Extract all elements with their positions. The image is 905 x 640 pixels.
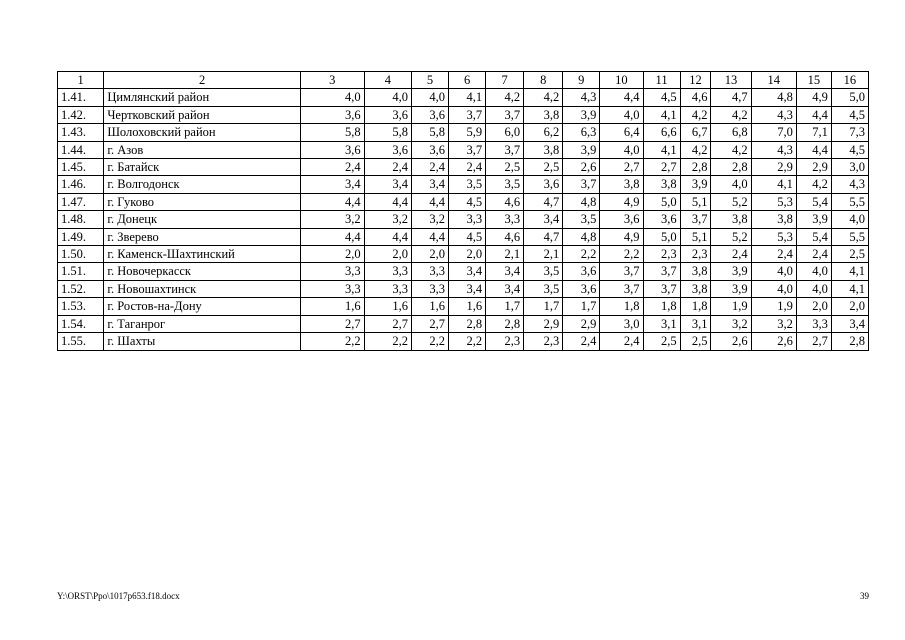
value-cell: 2,7: [796, 333, 831, 350]
row-number-cell: 1.54.: [58, 315, 104, 332]
value-cell: 4,2: [796, 176, 831, 193]
value-cell: 2,0: [831, 298, 868, 315]
value-cell: 2,5: [524, 159, 563, 176]
value-cell: 7,1: [796, 124, 831, 141]
value-cell: 3,5: [524, 280, 563, 297]
table-row: [58, 141, 869, 158]
value-cell: 2,8: [449, 315, 486, 332]
value-cell: 2,8: [680, 159, 711, 176]
value-cell: 1,9: [711, 298, 751, 315]
row-number-cell: 1.47.: [58, 193, 104, 210]
column-header: 2: [104, 72, 301, 89]
locality-name-cell: г. Донецк: [104, 211, 301, 228]
value-cell: 2,5: [643, 333, 680, 350]
value-cell: 2,9: [563, 315, 600, 332]
value-cell: 3,8: [711, 211, 751, 228]
value-cell: 3,2: [300, 211, 364, 228]
value-cell: 2,4: [751, 246, 796, 263]
value-cell: 5,4: [796, 228, 831, 245]
value-cell: 6,0: [486, 124, 524, 141]
value-cell: 2,7: [412, 315, 449, 332]
value-cell: 5,3: [751, 228, 796, 245]
value-cell: 4,0: [600, 141, 643, 158]
row-number-cell: 1.46.: [58, 176, 104, 193]
value-cell: 6,2: [524, 124, 563, 141]
table-row: [58, 246, 869, 263]
value-cell: 2,3: [486, 333, 524, 350]
value-cell: 5,1: [680, 193, 711, 210]
column-header: 8: [524, 72, 563, 89]
row-number-cell: 1.43.: [58, 124, 104, 141]
value-cell: 2,2: [449, 333, 486, 350]
value-cell: 4,8: [563, 193, 600, 210]
value-cell: 3,7: [449, 141, 486, 158]
value-cell: 4,5: [449, 228, 486, 245]
value-cell: 3,3: [412, 280, 449, 297]
value-cell: 2,4: [600, 333, 643, 350]
value-cell: 4,1: [751, 176, 796, 193]
table-row: [58, 228, 869, 245]
value-cell: 4,3: [751, 106, 796, 123]
value-cell: 2,0: [300, 246, 364, 263]
value-cell: 4,9: [600, 228, 643, 245]
value-cell: 2,4: [563, 333, 600, 350]
value-cell: 4,7: [524, 193, 563, 210]
value-cell: 3,4: [364, 176, 411, 193]
row-number-cell: 1.55.: [58, 333, 104, 350]
value-cell: 3,4: [412, 176, 449, 193]
value-cell: 3,0: [600, 315, 643, 332]
value-cell: 4,2: [680, 141, 711, 158]
value-cell: 3,5: [524, 263, 563, 280]
locality-name-cell: г. Зверево: [104, 228, 301, 245]
value-cell: 3,6: [364, 106, 411, 123]
value-cell: 1,8: [680, 298, 711, 315]
value-cell: 3,5: [449, 176, 486, 193]
value-cell: 3,6: [412, 106, 449, 123]
value-cell: 2,4: [449, 159, 486, 176]
column-header: 3: [300, 72, 364, 89]
value-cell: 2,2: [563, 246, 600, 263]
value-cell: 3,6: [600, 211, 643, 228]
value-cell: 4,8: [563, 228, 600, 245]
value-cell: 4,0: [600, 106, 643, 123]
value-cell: 4,1: [449, 89, 486, 106]
value-cell: 3,4: [300, 176, 364, 193]
table-row: [58, 263, 869, 280]
value-cell: 3,7: [449, 106, 486, 123]
value-cell: 4,4: [412, 193, 449, 210]
value-cell: 1,7: [524, 298, 563, 315]
value-cell: 2,6: [563, 159, 600, 176]
value-cell: 1,6: [364, 298, 411, 315]
value-cell: 5,8: [364, 124, 411, 141]
value-cell: 6,6: [643, 124, 680, 141]
value-cell: 3,9: [563, 141, 600, 158]
value-cell: 3,8: [524, 106, 563, 123]
value-cell: 6,7: [680, 124, 711, 141]
column-header: 13: [711, 72, 751, 89]
value-cell: 4,4: [796, 141, 831, 158]
value-cell: 3,3: [449, 211, 486, 228]
column-header: 12: [680, 72, 711, 89]
value-cell: 3,3: [796, 315, 831, 332]
value-cell: 2,8: [831, 333, 868, 350]
value-cell: 2,6: [711, 333, 751, 350]
value-cell: 5,9: [449, 124, 486, 141]
column-header: 4: [364, 72, 411, 89]
value-cell: 5,5: [831, 193, 868, 210]
value-cell: 4,4: [300, 193, 364, 210]
value-cell: 3,6: [300, 106, 364, 123]
column-header: 9: [563, 72, 600, 89]
value-cell: 3,2: [364, 211, 411, 228]
value-cell: 5,1: [680, 228, 711, 245]
value-cell: 2,8: [486, 315, 524, 332]
value-cell: 4,5: [449, 193, 486, 210]
value-cell: 2,2: [364, 333, 411, 350]
row-number-cell: 1.42.: [58, 106, 104, 123]
value-cell: 2,9: [524, 315, 563, 332]
locality-name-cell: г. Таганрог: [104, 315, 301, 332]
value-cell: 4,4: [364, 193, 411, 210]
value-cell: 2,0: [412, 246, 449, 263]
locality-name-cell: Шолоховский район: [104, 124, 301, 141]
value-cell: 5,8: [412, 124, 449, 141]
value-cell: 3,8: [751, 211, 796, 228]
value-cell: 5,4: [796, 193, 831, 210]
value-cell: 2,5: [831, 246, 868, 263]
value-cell: 2,3: [524, 333, 563, 350]
value-cell: 3,3: [300, 280, 364, 297]
value-cell: 3,3: [486, 211, 524, 228]
value-cell: 1,8: [600, 298, 643, 315]
footer-file-path: Y:\ORST\Ppo\1017p653.f18.docx: [57, 591, 180, 601]
value-cell: 3,6: [364, 141, 411, 158]
value-cell: 6,8: [711, 124, 751, 141]
value-cell: 3,6: [643, 211, 680, 228]
value-cell: 3,6: [300, 141, 364, 158]
value-cell: 4,0: [751, 280, 796, 297]
value-cell: 4,8: [751, 89, 796, 106]
value-cell: 3,2: [751, 315, 796, 332]
table-row: [58, 211, 869, 228]
value-cell: 3,3: [300, 263, 364, 280]
value-cell: 1,7: [563, 298, 600, 315]
value-cell: 3,6: [524, 176, 563, 193]
value-cell: 2,9: [751, 159, 796, 176]
table-row: [58, 193, 869, 210]
value-cell: 4,1: [831, 280, 868, 297]
value-cell: 4,3: [751, 141, 796, 158]
value-cell: 3,7: [486, 141, 524, 158]
value-cell: 7,0: [751, 124, 796, 141]
value-cell: 4,0: [412, 89, 449, 106]
value-cell: 5,5: [831, 228, 868, 245]
column-header: 16: [831, 72, 868, 89]
value-cell: 4,0: [711, 176, 751, 193]
column-header: 1: [58, 72, 104, 89]
value-cell: 2,7: [600, 159, 643, 176]
row-number-cell: 1.53.: [58, 298, 104, 315]
table-row: [58, 280, 869, 297]
value-cell: 4,4: [796, 106, 831, 123]
row-number-cell: 1.50.: [58, 246, 104, 263]
coefficients-table: [57, 71, 869, 351]
value-cell: 2,3: [643, 246, 680, 263]
value-cell: 6,3: [563, 124, 600, 141]
value-cell: 2,7: [364, 315, 411, 332]
value-cell: 4,3: [831, 176, 868, 193]
value-cell: 4,7: [711, 89, 751, 106]
table-row: [58, 315, 869, 332]
value-cell: 4,2: [524, 89, 563, 106]
value-cell: 2,4: [364, 159, 411, 176]
table-row: [58, 298, 869, 315]
value-cell: 7,3: [831, 124, 868, 141]
value-cell: 1,9: [751, 298, 796, 315]
value-cell: 3,2: [412, 211, 449, 228]
value-cell: 4,6: [680, 89, 711, 106]
value-cell: 5,0: [643, 228, 680, 245]
value-cell: 2,5: [680, 333, 711, 350]
row-number-cell: 1.51.: [58, 263, 104, 280]
locality-name-cell: г. Каменск-Шахтинский: [104, 246, 301, 263]
value-cell: 4,4: [364, 228, 411, 245]
value-cell: 2,0: [449, 246, 486, 263]
value-cell: 5,8: [300, 124, 364, 141]
value-cell: 3,8: [600, 176, 643, 193]
value-cell: 2,1: [486, 246, 524, 263]
value-cell: 5,3: [751, 193, 796, 210]
table-body: [58, 72, 869, 351]
table-row: [58, 106, 869, 123]
value-cell: 4,1: [643, 141, 680, 158]
value-cell: 5,2: [711, 228, 751, 245]
value-cell: 3,6: [412, 141, 449, 158]
value-cell: 4,6: [486, 228, 524, 245]
value-cell: 5,0: [831, 89, 868, 106]
value-cell: 3,7: [486, 106, 524, 123]
row-number-cell: 1.52.: [58, 280, 104, 297]
value-cell: 2,4: [412, 159, 449, 176]
table-row: [58, 124, 869, 141]
value-cell: 2,7: [643, 159, 680, 176]
value-cell: 3,9: [680, 176, 711, 193]
value-cell: 3,8: [643, 176, 680, 193]
locality-name-cell: г. Ростов-на-Дону: [104, 298, 301, 315]
locality-name-cell: г. Новочеркасск: [104, 263, 301, 280]
value-cell: 1,6: [449, 298, 486, 315]
value-cell: 3,6: [563, 263, 600, 280]
table-header-row: [58, 72, 869, 89]
column-header: 5: [412, 72, 449, 89]
value-cell: 3,9: [796, 211, 831, 228]
value-cell: 3,7: [643, 280, 680, 297]
value-cell: 1,6: [412, 298, 449, 315]
value-cell: 3,3: [364, 280, 411, 297]
value-cell: 4,1: [831, 263, 868, 280]
column-header: 14: [751, 72, 796, 89]
value-cell: 3,1: [680, 315, 711, 332]
value-cell: 3,4: [524, 211, 563, 228]
value-cell: 3,4: [486, 280, 524, 297]
value-cell: 3,9: [711, 263, 751, 280]
value-cell: 4,5: [831, 106, 868, 123]
locality-name-cell: Чертковский район: [104, 106, 301, 123]
value-cell: 3,1: [643, 315, 680, 332]
value-cell: 4,2: [711, 141, 751, 158]
value-cell: 4,0: [300, 89, 364, 106]
page-number: 39: [860, 591, 869, 601]
value-cell: 3,0: [831, 159, 868, 176]
value-cell: 5,0: [643, 193, 680, 210]
value-cell: 3,9: [563, 106, 600, 123]
locality-name-cell: г. Азов: [104, 141, 301, 158]
locality-name-cell: Цимлянский район: [104, 89, 301, 106]
value-cell: 4,0: [796, 263, 831, 280]
value-cell: 3,5: [486, 176, 524, 193]
value-cell: 2,4: [711, 246, 751, 263]
value-cell: 3,5: [563, 211, 600, 228]
locality-name-cell: г. Волгодонск: [104, 176, 301, 193]
value-cell: 3,7: [643, 263, 680, 280]
value-cell: 4,9: [600, 193, 643, 210]
value-cell: 5,2: [711, 193, 751, 210]
value-cell: 2,2: [412, 333, 449, 350]
value-cell: 4,0: [831, 211, 868, 228]
column-header: 6: [449, 72, 486, 89]
row-number-cell: 1.41.: [58, 89, 104, 106]
value-cell: 3,8: [680, 263, 711, 280]
value-cell: 4,5: [831, 141, 868, 158]
value-cell: 2,8: [711, 159, 751, 176]
value-cell: 2,7: [300, 315, 364, 332]
column-header: 11: [643, 72, 680, 89]
row-number-cell: 1.44.: [58, 141, 104, 158]
column-header: 15: [796, 72, 831, 89]
value-cell: 3,3: [412, 263, 449, 280]
value-cell: 3,8: [680, 280, 711, 297]
column-header: 7: [486, 72, 524, 89]
value-cell: 2,4: [300, 159, 364, 176]
value-cell: 4,4: [600, 89, 643, 106]
value-cell: 3,6: [563, 280, 600, 297]
locality-name-cell: г. Гуково: [104, 193, 301, 210]
value-cell: 2,4: [796, 246, 831, 263]
value-cell: 4,7: [524, 228, 563, 245]
value-cell: 4,4: [412, 228, 449, 245]
value-cell: 2,0: [796, 298, 831, 315]
table-row: [58, 333, 869, 350]
value-cell: 4,5: [643, 89, 680, 106]
value-cell: 3,7: [600, 263, 643, 280]
value-cell: 4,0: [751, 263, 796, 280]
value-cell: 4,3: [563, 89, 600, 106]
value-cell: 3,3: [364, 263, 411, 280]
value-cell: 4,6: [486, 193, 524, 210]
table-row: [58, 159, 869, 176]
value-cell: 4,0: [796, 280, 831, 297]
value-cell: 2,3: [680, 246, 711, 263]
value-cell: 3,7: [600, 280, 643, 297]
value-cell: 4,9: [796, 89, 831, 106]
value-cell: 4,2: [486, 89, 524, 106]
value-cell: 2,2: [300, 333, 364, 350]
value-cell: 3,8: [524, 141, 563, 158]
value-cell: 3,7: [680, 211, 711, 228]
value-cell: 2,1: [524, 246, 563, 263]
value-cell: 2,0: [364, 246, 411, 263]
row-number-cell: 1.48.: [58, 211, 104, 228]
value-cell: 2,5: [486, 159, 524, 176]
value-cell: 2,2: [600, 246, 643, 263]
value-cell: 4,2: [711, 106, 751, 123]
table-row: [58, 89, 869, 106]
column-header: 10: [600, 72, 643, 89]
value-cell: 3,7: [563, 176, 600, 193]
value-cell: 6,4: [600, 124, 643, 141]
value-cell: 1,6: [300, 298, 364, 315]
value-cell: 4,1: [643, 106, 680, 123]
table-row: [58, 176, 869, 193]
value-cell: 3,4: [486, 263, 524, 280]
value-cell: 4,2: [680, 106, 711, 123]
locality-name-cell: г. Шахты: [104, 333, 301, 350]
value-cell: 1,7: [486, 298, 524, 315]
row-number-cell: 1.45.: [58, 159, 104, 176]
locality-name-cell: г. Новошахтинск: [104, 280, 301, 297]
locality-name-cell: г. Батайск: [104, 159, 301, 176]
value-cell: 3,4: [449, 263, 486, 280]
value-cell: 3,4: [449, 280, 486, 297]
value-cell: 3,2: [711, 315, 751, 332]
value-cell: 4,4: [300, 228, 364, 245]
value-cell: 2,9: [796, 159, 831, 176]
value-cell: 4,0: [364, 89, 411, 106]
value-cell: 3,9: [711, 280, 751, 297]
value-cell: 2,6: [751, 333, 796, 350]
value-cell: 3,4: [831, 315, 868, 332]
row-number-cell: 1.49.: [58, 228, 104, 245]
value-cell: 1,8: [643, 298, 680, 315]
